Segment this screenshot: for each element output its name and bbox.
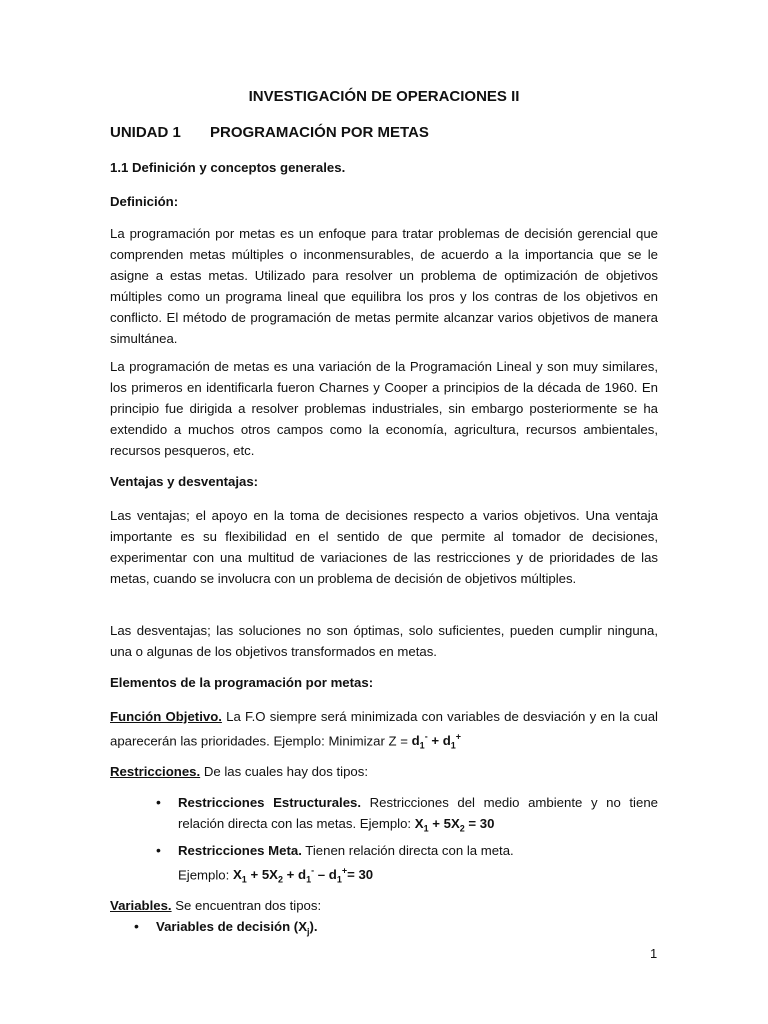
bullet-icon: • — [134, 918, 139, 934]
variables-list — [110, 916, 658, 943]
restricciones-label: Restricciones. — [110, 764, 201, 779]
funcion-objetivo-formula: $d_1^- + d_1^+$ — [411, 732, 462, 752]
page-number: 1 — [650, 946, 658, 961]
list-item — [110, 792, 658, 840]
restriccion-meta-example-prefix: Ejemplo: — [178, 867, 233, 883]
restriccion-estructural-text: Restricciones del medio ambiente y no tiene relación directa con las metas. Ejemplo: — [178, 795, 658, 831]
variables-decision-label: Variables de decisión (X — [156, 919, 307, 934]
ventajas-paragraph: Las ventajas; el apoyo en la toma de decisiones respecto a varios objetivos. Una ventaja importante es su flexibilidad en el sentido de que permite al tomador de decisiones, experimentar con una multitud de variaciones de las restricciones y de prioridades de las metas, cuando se involucra con un problema de decisión de objetivos múltiples. — [110, 508, 658, 586]
restriccion-meta-label: Restricciones Meta. — [178, 842, 302, 858]
definicion-heading: Definición: — [110, 194, 179, 209]
variables-label: Variables. — [110, 898, 172, 913]
list-item — [110, 916, 658, 943]
section-heading-1-1: 1.1 Definición y conceptos generales. — [110, 160, 346, 175]
funcion-objetivo-paragraph — [110, 706, 658, 757]
unit-number: UNIDAD 1 — [110, 124, 181, 141]
bullet-icon: • — [156, 841, 161, 858]
list-item — [110, 840, 658, 891]
restriccion-estructural-formula: $X_1 + 5X_2 = 30$ — [414, 816, 495, 834]
desventajas-paragraph: Las desventajas; las soluciones no son óptimas, solo suficientes, pueden cumplir ninguna, una o algunas de los objetivos transformados en metas. — [110, 623, 658, 659]
restricciones-list — [110, 792, 658, 891]
restriccion-estructural-label: Restricciones Estructurales. — [178, 795, 362, 810]
bullet-icon: • — [156, 794, 161, 810]
definicion-paragraph-1: La programación por metas es un enfoque para tratar problemas de decisión gerencial que comprenden metas múltiples o inconmensurables, de acuerdo a la importancia que se le asigne a estas metas. Utilizado para resolver un problema de optimización de objetivos múltiples como un programa lineal que equilibra los pros y los contras de los objetivos en conflicto. El método de programación de metas permite alcanzar varios objetivos de manera simultánea. — [110, 226, 658, 346]
funcion-objetivo-label: Función Objetivo. — [110, 709, 222, 724]
elementos-heading: Elementos de la programación por metas: — [110, 675, 374, 690]
document-title: INVESTIGACIÓN DE OPERACIONES II — [248, 88, 520, 105]
restricciones-paragraph — [110, 761, 658, 782]
unit-name: PROGRAMACIÓN POR METAS — [210, 124, 429, 141]
funcion-objetivo-text: La F.O siempre será minimizada con variables de desviación y en la cual aparecerán las prioridades. Ejemplo: Minimizar Z = — [110, 709, 658, 749]
variables-paragraph — [110, 895, 658, 916]
restriccion-meta-text: Tienen relación directa con la meta. — [301, 842, 514, 858]
variables-text: Se encuentran dos tipos: — [171, 898, 322, 913]
unit-heading — [110, 124, 429, 141]
restricciones-text: De las cuales hay dos tipos: — [200, 764, 369, 779]
restriccion-meta-formula: $X_1 + 5X_2 + d_1^- - d_1^+= 30$ — [232, 865, 374, 885]
ventajas-heading: Ventajas y desventajas: — [110, 474, 259, 489]
variables-decision-suffix: $_j$). — [307, 919, 318, 937]
definicion-paragraph-2: La programación de metas es una variación de la Programación Lineal y son muy similares, los primeros en identificarla fueron Charnes y Cooper a principios de la década de 1960. En principio fue dirigida a resolver problemas industriales, sin embargo posteriormente se ha extendido a muchos otros campos como la economía, agricultura, recursos ambientales, recursos pesqueros, etc. — [110, 359, 658, 458]
